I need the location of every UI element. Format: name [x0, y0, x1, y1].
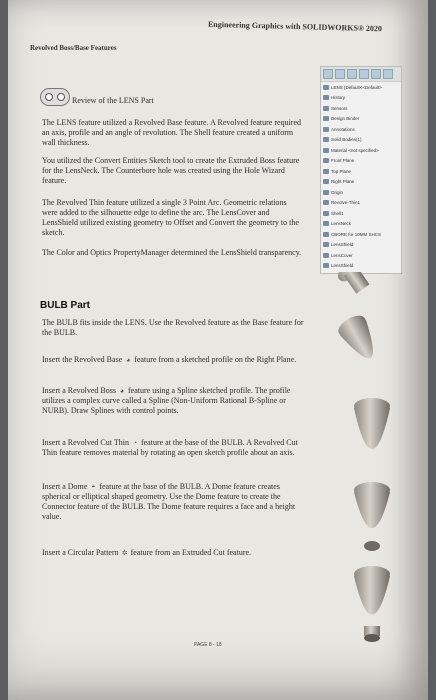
tree-item-label: Right Plane — [331, 179, 355, 185]
feature-icon — [323, 190, 329, 195]
step-text: Insert a Revolved Boss — [42, 386, 116, 395]
tree-item-label: Top Plane — [331, 168, 352, 174]
bulb-step4-dome — [354, 482, 390, 551]
page-number: PAGE 8 - 18 — [194, 642, 222, 648]
review-paragraph: The Revolved Thin feature utilized a single 3 Point Arc. Geometric relations were added to the silhouette edge to define the arc. The LensCover and LensShield utilized existing geometry to Offset and Convert the geometry to the sketch. — [42, 198, 299, 237]
tree-item-label: History — [331, 95, 346, 101]
tree-item[interactable] — [321, 166, 401, 177]
tree-item-label: LENS (Default<<Default> — [331, 84, 382, 90]
feature-icon — [323, 200, 329, 205]
step-dome — [42, 482, 304, 522]
review-paragraph: You utilized the Convert Entities Sketch tool to create the Extruded Boss feature for the LensNeck. The Counterbore hole was created using the Hole Wizard feature. — [42, 156, 300, 185]
feature-tab-icon — [323, 69, 333, 79]
step-text: feature at the base of the BULB. A Dome feature creates spherical or elliptical shaped geometry. Use the Dome feature to create the Connector feature of the BULB. The Dome feature requires a face and a height value. — [42, 482, 296, 521]
tree-item-label: Material <not specified> — [331, 147, 379, 153]
tree-item-label: LensNeck — [331, 221, 352, 227]
bulb-step3-revolved-cut — [354, 398, 390, 449]
tree-item[interactable] — [321, 103, 401, 114]
tree-item[interactable] — [321, 124, 401, 135]
tree-item[interactable] — [321, 219, 401, 230]
tree-item-label: LensShield — [331, 242, 354, 248]
arrow-icon — [383, 69, 393, 79]
tree-item[interactable] — [321, 145, 401, 156]
tree-item[interactable] — [321, 93, 401, 104]
book-title-header: Engineering Graphics with SOLIDWORKS® 2020 — [207, 19, 383, 34]
chapter-header: Revolved Boss/Base Features — [30, 44, 117, 52]
tree-item-label: Shell1 — [331, 210, 344, 216]
feature-icon — [323, 211, 329, 216]
tree-item-label: Annotations — [331, 126, 355, 132]
tree-item[interactable] — [321, 114, 401, 125]
tree-item[interactable] — [321, 135, 401, 146]
tree-item-label: Origin — [331, 189, 344, 195]
feature-icon — [323, 242, 329, 247]
step-text: Insert a Circular Pattern — [42, 548, 119, 557]
tree-item[interactable] — [321, 187, 401, 198]
bulb-step2-revolved-boss — [335, 312, 383, 366]
tree-item[interactable] — [321, 240, 401, 251]
tree-item-label: Revolve-Thin1 — [331, 200, 361, 206]
tree-toolbar — [321, 67, 401, 82]
feature-icon — [323, 85, 329, 90]
dome-icon: ◓ — [91, 483, 96, 492]
dimxpert-tab-icon — [359, 69, 369, 79]
review-title: Review of the LENS Part — [72, 96, 154, 105]
feature-icon — [323, 253, 329, 258]
tree-item-label: Sensors — [331, 105, 348, 111]
tree-item[interactable] — [321, 82, 401, 93]
revolved-boss-icon: ◕ — [119, 387, 125, 396]
review-paragraph: The Color and Optics PropertyManager determined the LensShield transparency. — [42, 248, 302, 257]
step-text: Insert the Revolved Base — [42, 355, 123, 364]
step-text: feature from an Extruded Cut feature. — [130, 548, 252, 557]
step-revolved-base — [42, 355, 304, 365]
step-revolved-cut-thin — [42, 438, 304, 458]
tree-item-label: CBORE for 10MM SHCS — [331, 231, 382, 237]
step-text: Insert a Revolved Cut Thin — [42, 438, 129, 447]
step-text: feature from a sketched profile on the Right Plane. — [134, 355, 297, 364]
step-text: feature at the base of the BULB. A Revolved Cut Thin feature removes material by rotating an open sketch profile about an axis. — [42, 438, 298, 457]
bulb-step1-revolved-base — [334, 272, 374, 297]
tree-item[interactable] — [321, 177, 401, 188]
review-paragraph: The LENS feature utilized a Revolved Base feature. A Revolved feature required an axis, profile and an angle of revolution. The Shell feature created a uniform wall thickness. — [42, 118, 302, 147]
step-text: feature using a Spline sketched profile. The profile utilizes a complex curve called a Spline (Non-Uniform Rational B-Spline or NURB). Draw Splines with control points. — [42, 386, 291, 415]
tree-item[interactable] — [321, 198, 401, 209]
tree-item-label: Design Binder — [331, 116, 360, 122]
feature-icon — [323, 148, 329, 153]
bulb-step5-circular-pattern — [354, 566, 390, 642]
tree-item[interactable] — [321, 261, 401, 272]
property-tab-icon — [335, 69, 345, 79]
feature-icon — [323, 137, 329, 142]
review-icon — [40, 88, 70, 106]
step-revolved-boss — [42, 386, 304, 416]
feature-icon — [323, 127, 329, 132]
tree-item[interactable] — [321, 250, 401, 261]
bulb-intro: The BULB fits inside the LENS. Use the Revolved feature as the Base feature for the BULB. — [42, 318, 304, 337]
feature-icon — [323, 116, 329, 121]
tree-item-label: LensShield — [331, 263, 354, 269]
bulb-heading: BULB Part — [40, 300, 91, 311]
feature-icon — [323, 221, 329, 226]
config-tab-icon — [347, 69, 357, 79]
step-text: Insert a Dome — [42, 482, 88, 491]
step-circular-pattern — [42, 548, 304, 558]
display-tab-icon — [371, 69, 381, 79]
tree-item[interactable] — [321, 208, 401, 219]
feature-icon — [323, 263, 329, 268]
tree-item-label: Solid Bodies(1) — [331, 137, 362, 143]
revolved-cut-thin-icon: ◔ — [132, 439, 138, 448]
feature-icon — [323, 158, 329, 163]
tree-items — [321, 82, 401, 271]
circular-pattern-icon: ✲ — [121, 549, 128, 558]
feature-icon — [323, 106, 329, 111]
feature-manager-tree — [320, 66, 402, 274]
book-page — [8, 0, 428, 700]
feature-icon — [323, 179, 329, 184]
feature-icon — [323, 232, 329, 237]
bulb-part-illustrations — [300, 272, 416, 682]
tree-item[interactable] — [321, 156, 401, 167]
feature-icon — [323, 169, 329, 174]
feature-icon — [323, 95, 329, 100]
revolved-base-icon: ◕ — [126, 356, 131, 365]
tree-item-label: Front Plane — [331, 158, 355, 164]
tree-item-label: LensCover — [331, 252, 353, 258]
tree-item[interactable] — [321, 229, 401, 240]
